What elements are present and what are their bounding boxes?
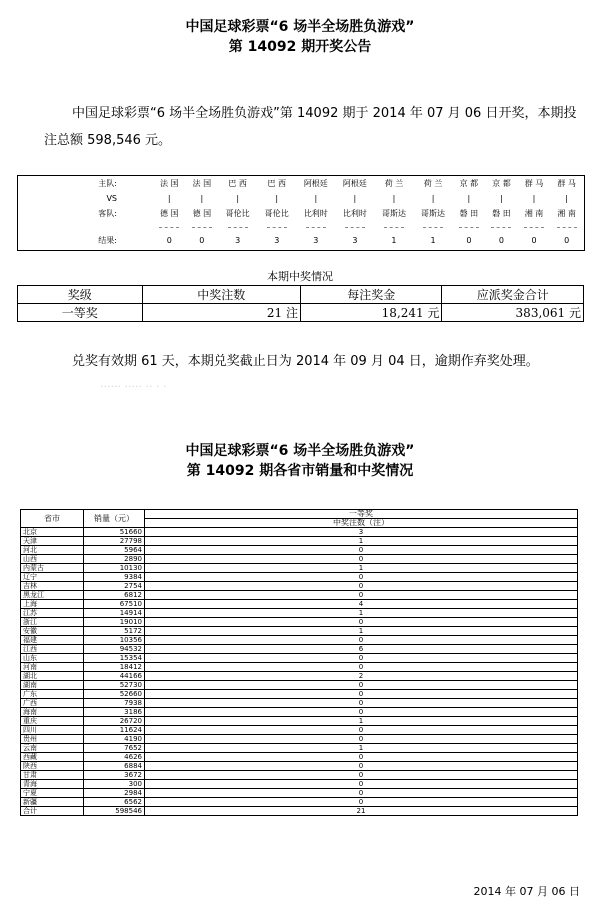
province-winners: 0 (145, 726, 578, 735)
page-subtitle: 第 14092 期开奖公告 (228, 39, 372, 55)
claim-notice: 兑奖有效期 61 天，本期兑奖截止日为 2014 年 09 月 04 日，逾期作弃奖处理。 (72, 354, 539, 369)
province-sales: 3186 (84, 708, 145, 717)
province-sales: 2984 (84, 789, 145, 798)
sales-row (21, 780, 578, 789)
province-sales: 3672 (84, 771, 145, 780)
province-sales: 300 (84, 780, 145, 789)
province-winners: 1 (145, 564, 578, 573)
province-winners: 1 (145, 609, 578, 618)
province-sales: 67510 (84, 600, 145, 609)
sales-header-province: 省市 (21, 510, 84, 528)
province-winners: 1 (145, 717, 578, 726)
home-team: 阿根廷 (303, 179, 328, 188)
province-name: 吉林 (21, 582, 84, 591)
province-sales: 10356 (84, 636, 145, 645)
province-sales: 10130 (84, 564, 145, 573)
match-result: 0 (166, 236, 172, 245)
province-name: 宁夏 (21, 789, 84, 798)
away-row (17, 206, 583, 221)
dash-divider (159, 227, 179, 228)
sales-row (21, 762, 578, 771)
province-sales: 5964 (84, 546, 145, 555)
away-team: 哥伦比 (225, 209, 250, 218)
sales-row (21, 807, 578, 816)
province-sales: 18412 (84, 663, 145, 672)
province-name: 江西 (21, 645, 84, 654)
sales-row (21, 717, 578, 726)
province-name: 辽宁 (21, 573, 84, 582)
prize-per-bet: 18,241 元 (300, 304, 442, 322)
match-result: 3 (352, 236, 358, 245)
sales-row (21, 753, 578, 762)
province-winners: 0 (145, 663, 578, 672)
vs-mark: | (532, 194, 536, 203)
result-row (17, 233, 583, 248)
sales-row (21, 600, 578, 609)
dash-divider (384, 227, 404, 228)
match-result: 3 (313, 236, 319, 245)
away-team: 德 国 (192, 209, 212, 218)
prize-header: 应派奖金合计 (442, 286, 584, 304)
province-name: 新疆 (21, 798, 84, 807)
province-winners: 0 (145, 771, 578, 780)
home-team: 群 马 (557, 179, 576, 188)
home-team: 荷 兰 (423, 179, 443, 188)
province-winners: 0 (145, 798, 578, 807)
match-result: 3 (274, 236, 280, 245)
province-name: 四川 (21, 726, 84, 735)
province-name: 浙江 (21, 618, 84, 627)
dash-divider (557, 227, 577, 228)
province-sales: 14914 (84, 609, 145, 618)
province-winners: 0 (145, 735, 578, 744)
winner-count: 21 注 (142, 304, 300, 322)
province-sales: 2890 (84, 555, 145, 564)
match-result: 0 (199, 236, 205, 245)
province-winners: 0 (145, 708, 578, 717)
province-name: 安徽 (21, 627, 84, 636)
away-team: 比利时 (342, 209, 367, 218)
sales-row (21, 672, 578, 681)
away-team: 哥伦比 (264, 209, 289, 218)
province-sales: 51660 (84, 528, 145, 537)
prize-header-row (18, 286, 584, 304)
home-team: 法 国 (160, 179, 179, 188)
province-winners: 0 (145, 546, 578, 555)
province-winners: 2 (145, 672, 578, 681)
province-sales: 6562 (84, 798, 145, 807)
prize-header: 中奖注数 (142, 286, 300, 304)
vs-mark: | (500, 194, 503, 203)
away-team: 哥斯达 (421, 209, 446, 218)
sales-subtitle: 第 14092 期各省市销量和中奖情况 (186, 463, 414, 479)
match-result: 3 (235, 236, 241, 245)
match-result: 0 (531, 236, 537, 245)
sales-row (21, 546, 578, 555)
dash-divider (491, 227, 511, 228)
prize-caption: 本期中奖情况 (267, 270, 333, 283)
province-name: 山东 (21, 654, 84, 663)
footer-date: 2014 年 07 月 06 日 (473, 885, 580, 898)
province-sales: 52660 (84, 690, 145, 699)
province-name: 西藏 (21, 753, 84, 762)
province-name: 内蒙古 (21, 564, 84, 573)
province-winners: 6 (145, 645, 578, 654)
province-name: 海南 (21, 708, 84, 717)
dash-divider (306, 227, 326, 228)
divider-row (17, 221, 583, 233)
province-name: 湖南 (21, 681, 84, 690)
sales-row (21, 537, 578, 546)
sales-table-body (21, 528, 578, 816)
province-name: 陕西 (21, 762, 84, 771)
province-name: 黑龙江 (21, 591, 84, 600)
home-team: 京 都 (492, 179, 511, 188)
home-row (17, 176, 583, 191)
away-team: 湘 南 (557, 209, 576, 218)
sales-row (21, 735, 578, 744)
province-sales: 27798 (84, 537, 145, 546)
sales-header-sales: 销量（元） (84, 510, 145, 528)
home-team: 京 都 (459, 179, 479, 188)
province-sales: 44166 (84, 672, 145, 681)
match-result: 1 (430, 236, 436, 245)
sales-row (21, 681, 578, 690)
province-winners: 0 (145, 591, 578, 600)
province-name: 福建 (21, 636, 84, 645)
dash-divider (267, 227, 287, 228)
province-winners: 0 (145, 654, 578, 663)
province-sales: 7652 (84, 744, 145, 753)
vs-mark: | (275, 194, 279, 203)
province-winners: 0 (145, 636, 578, 645)
sales-row (21, 771, 578, 780)
province-winners: 0 (145, 699, 578, 708)
away-team: 磐 田 (492, 209, 511, 218)
dash-divider (459, 227, 479, 228)
province-winners: 0 (145, 573, 578, 582)
home-team: 巴 西 (267, 179, 287, 188)
province-winners: 0 (145, 753, 578, 762)
province-sales: 9384 (84, 573, 145, 582)
sales-row (21, 699, 578, 708)
province-winners: 4 (145, 600, 578, 609)
sales-row (21, 555, 578, 564)
province-name: 重庆 (21, 717, 84, 726)
vs-label: VS (106, 194, 117, 203)
sales-row (21, 618, 578, 627)
prize-header: 奖级 (18, 286, 143, 304)
province-winners: 0 (145, 582, 578, 591)
province-name: 湖北 (21, 672, 84, 681)
vs-mark: | (200, 194, 204, 203)
prize-level: 一等奖 (18, 304, 143, 322)
prize-table (17, 285, 584, 322)
dash-divider (228, 227, 248, 228)
province-sales-table (20, 509, 578, 816)
province-winners: 0 (145, 690, 578, 699)
sales-row (21, 636, 578, 645)
dash-divider (192, 227, 212, 228)
sales-row (21, 798, 578, 807)
result-label: 结果: (98, 236, 117, 245)
vs-mark: | (167, 194, 171, 203)
away-team: 德 国 (160, 209, 179, 218)
dash-divider (524, 227, 544, 228)
sales-row (21, 654, 578, 663)
sales-row (21, 564, 578, 573)
match-result: 0 (498, 236, 504, 245)
away-label: 客队: (98, 209, 117, 218)
province-sales: 6884 (84, 762, 145, 771)
sales-row (21, 744, 578, 753)
province-sales: 6812 (84, 591, 145, 600)
province-name: 天津 (21, 537, 84, 546)
dash-divider (345, 227, 365, 228)
sales-row (21, 582, 578, 591)
province-name: 北京 (21, 528, 84, 537)
match-result: 0 (466, 236, 472, 245)
province-winners: 0 (145, 618, 578, 627)
sales-row (21, 645, 578, 654)
province-name: 贵州 (21, 735, 84, 744)
vs-mark: | (565, 194, 568, 203)
province-sales: 4626 (84, 753, 145, 762)
sales-header-count: 中奖注数（注） (145, 519, 578, 528)
province-name: 青海 (21, 780, 84, 789)
away-team: 湘 南 (524, 209, 544, 218)
province-name: 江苏 (21, 609, 84, 618)
vs-mark: | (314, 194, 318, 203)
page-title: 中国足球彩票“6 场半全场胜负游戏” (185, 19, 415, 35)
province-winners: 1 (145, 744, 578, 753)
province-name: 甘肃 (21, 771, 84, 780)
sales-header-row (21, 510, 578, 519)
dash-divider (423, 227, 443, 228)
sales-row (21, 789, 578, 798)
match-result: 1 (391, 236, 397, 245)
province-name: 云南 (21, 744, 84, 753)
province-name: 山西 (21, 555, 84, 564)
province-sales: 4190 (84, 735, 145, 744)
province-winners: 1 (145, 537, 578, 546)
province-sales: 19010 (84, 618, 145, 627)
sales-row (21, 573, 578, 582)
province-name: 河南 (21, 663, 84, 672)
province-sales: 11624 (84, 726, 145, 735)
province-winners: 21 (145, 807, 578, 816)
sales-row (21, 708, 578, 717)
home-team: 巴 西 (228, 179, 247, 188)
vs-mark: | (431, 194, 435, 203)
away-team: 哥斯达 (381, 209, 406, 218)
sales-row (21, 528, 578, 537)
match-result: 0 (564, 236, 570, 245)
province-sales: 52730 (84, 681, 145, 690)
province-winners: 0 (145, 555, 578, 564)
match-table (17, 176, 583, 248)
province-name: 上海 (21, 600, 84, 609)
sales-row (21, 609, 578, 618)
sales-row (21, 591, 578, 600)
province-winners: 0 (145, 762, 578, 771)
province-name: 广东 (21, 690, 84, 699)
prize-header: 每注奖金 (300, 286, 442, 304)
home-team: 群 马 (524, 179, 544, 188)
province-winners: 3 (145, 528, 578, 537)
province-sales: 5172 (84, 627, 145, 636)
province-winners: 0 (145, 789, 578, 798)
sales-title: 中国足球彩票“6 场半全场胜负游戏” (185, 443, 415, 459)
vs-mark: | (236, 194, 240, 203)
sales-row (21, 690, 578, 699)
home-team: 法 国 (192, 179, 212, 188)
sales-row (21, 627, 578, 636)
sales-row (21, 663, 578, 672)
vs-mark: | (392, 194, 396, 203)
province-sales: 26720 (84, 717, 145, 726)
home-label: 主队: (98, 179, 117, 188)
faint-text: ...... ..... .. . . (100, 377, 167, 390)
home-team: 荷 兰 (384, 179, 404, 188)
prize-row (18, 304, 584, 322)
province-sales: 7938 (84, 699, 145, 708)
vs-row (17, 191, 583, 206)
away-team: 磐 田 (459, 209, 479, 218)
away-team: 比利时 (303, 209, 328, 218)
province-sales: 15354 (84, 654, 145, 663)
intro-paragraph: 中国足球彩票“6 场半全场胜负游戏”第 14092 期于 2014 年 07 月 06 日开奖，本期投注总额 598,546 元。 (44, 106, 577, 148)
province-winners: 1 (145, 627, 578, 636)
province-winners: 0 (145, 681, 578, 690)
province-sales: 598546 (84, 807, 145, 816)
province-name: 河北 (21, 546, 84, 555)
province-sales: 2754 (84, 582, 145, 591)
vs-mark: | (467, 194, 471, 203)
province-name: 广西 (21, 699, 84, 708)
province-sales: 94532 (84, 645, 145, 654)
prize-total: 383,061 元 (442, 304, 584, 322)
province-name: 合计 (21, 807, 84, 816)
vs-mark: | (353, 194, 357, 203)
province-winners: 0 (145, 780, 578, 789)
sales-header-prize: 一等奖 (145, 510, 578, 519)
home-team: 阿根廷 (342, 179, 367, 188)
sales-row (21, 726, 578, 735)
